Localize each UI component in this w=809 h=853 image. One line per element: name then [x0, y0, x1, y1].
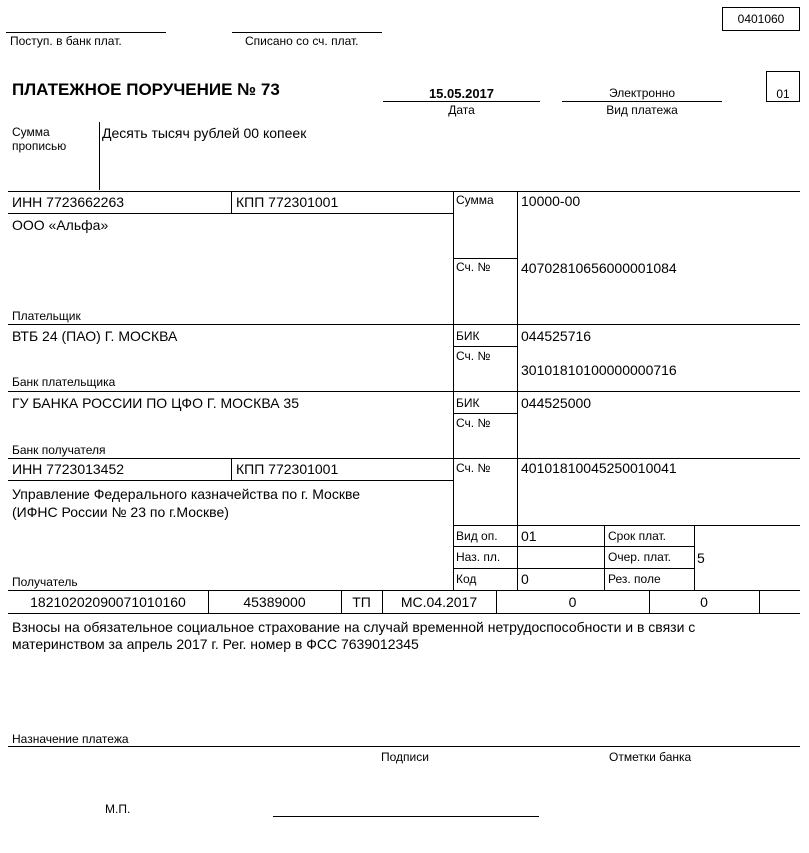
- payee-bank-account-label: Сч. №: [456, 416, 491, 430]
- payment-basis: ТП: [352, 594, 371, 610]
- payee-bank-label: Банк получателя: [12, 443, 106, 457]
- payer-bank-account-label: Сч. №: [456, 349, 491, 363]
- status-code: 01: [776, 87, 790, 101]
- payee-account: 40101810045250010041: [521, 460, 677, 476]
- payer-bottom-line: [8, 324, 800, 325]
- payer-label: Плательщик: [12, 309, 81, 323]
- term-label: Срок плат.: [608, 529, 667, 543]
- payee-bank-name: ГУ БАНКА РОССИИ ПО ЦФО Г. МОСКВА 35: [12, 395, 299, 411]
- payee-bank-bottom-line: [8, 458, 800, 459]
- payer-amount-label: Сумма: [456, 193, 494, 207]
- payee-name-line1: Управление Федерального казначейства по г. Москве: [12, 486, 361, 502]
- payee-bottom-line: [8, 590, 800, 591]
- order-value: 5: [697, 550, 705, 566]
- payee-account-bottom-line: [453, 525, 800, 526]
- amount-words-label-line1: Сумма: [12, 125, 50, 139]
- op-row-line-2: [453, 568, 694, 569]
- payer-amount-line: [453, 258, 517, 259]
- tax-row-bottom-line: [8, 613, 800, 614]
- payer-name: ООО «Альфа»: [12, 217, 109, 233]
- tax-period: МС.04.2017: [400, 594, 478, 610]
- op-row-line-1: [453, 546, 694, 547]
- tax-divider-6: [759, 590, 760, 613]
- payer-bank-bik: 044525716: [521, 328, 592, 344]
- purpose-text: [12, 619, 797, 653]
- payee-label: Получатель: [12, 575, 78, 589]
- payer-amount: 10000-00: [521, 193, 581, 209]
- amount-words-label: [12, 125, 66, 153]
- payer-bank-label: Банк плательщика: [12, 375, 116, 389]
- payer-bank-account: 30101810100000000716: [521, 362, 677, 378]
- document-date: 15.05.2017: [428, 86, 495, 101]
- bank-marks-label: Отметки банка: [609, 750, 692, 764]
- purpose-bottom-line: [8, 746, 800, 747]
- purpose-code-label: Наз. пл.: [456, 550, 501, 564]
- reserve-label: Рез. поле: [608, 572, 661, 586]
- purpose-text-line1: Взносы на обязательное социальное страхование на случай временной нетрудоспособности и в связи с: [12, 619, 696, 635]
- document-title: ПЛАТЕЖНОЕ ПОРУЧЕНИЕ № 73: [12, 80, 280, 99]
- debited-label: Списано со сч. плат.: [245, 34, 359, 48]
- payer-bank-name: ВТБ 24 (ПАО) Г. МОСКВА: [12, 328, 178, 344]
- op-column-line-2: [694, 525, 695, 590]
- kbk-code: 18210202090071010160: [30, 594, 186, 610]
- oktmo-code: 45389000: [243, 594, 306, 610]
- op-column-line-1: [604, 525, 605, 590]
- received-line: [6, 32, 166, 33]
- purpose-label: Назначение платежа: [12, 732, 129, 746]
- debited-line: [232, 32, 382, 33]
- payee-name: [12, 485, 360, 521]
- purpose-text-line2: материнством за апрель 2017 г. Рег. номер в ФСС 7639012345: [12, 636, 419, 652]
- middle-column-line: [453, 191, 454, 590]
- payer-bank-bik-line: [453, 346, 517, 347]
- payee-bank-bik-label: БИК: [456, 396, 480, 410]
- code-value: 0: [521, 571, 529, 587]
- payment-type: Электронно: [608, 86, 676, 100]
- signature-line: [273, 816, 539, 817]
- payer-inn-kpp-divider: [231, 191, 232, 213]
- payee-inn-kpp-divider: [231, 458, 232, 480]
- payer-account: 40702810656000001084: [521, 260, 677, 276]
- signatures-label: Подписи: [381, 750, 429, 764]
- payee-account-label: Сч. №: [456, 461, 491, 475]
- payer-kpp: КПП 772301001: [236, 194, 339, 210]
- payer-account-label: Сч. №: [456, 260, 491, 274]
- amount-words-label-line2: прописью: [12, 139, 67, 153]
- payee-name-line2: (ИФНС России № 23 по г.Москве): [12, 504, 229, 520]
- table-top-line: [8, 191, 800, 192]
- payee-kpp: КПП 772301001: [236, 461, 339, 477]
- payer-bank-bik-label: БИК: [456, 329, 480, 343]
- code-label: Код: [456, 572, 477, 586]
- payment-type-label: Вид платежа: [606, 103, 678, 117]
- date-label: Дата: [448, 103, 475, 117]
- amount-words-divider: [99, 122, 100, 190]
- document-number: 0: [568, 594, 577, 610]
- op-type-label: Вид оп.: [456, 529, 498, 543]
- payee-bank-bik-line: [453, 413, 517, 414]
- payee-bank-bik: 044525000: [521, 395, 592, 411]
- op-type: 01: [521, 528, 537, 544]
- payer-inn: ИНН 7723662263: [12, 194, 125, 210]
- payee-inn-line: [8, 480, 453, 481]
- form-code-box: [722, 7, 800, 31]
- label-column-line: [517, 191, 518, 590]
- order-label: Очер. плат.: [608, 550, 672, 564]
- form-code: 0401060: [737, 12, 785, 26]
- payer-bank-bottom-line: [8, 391, 800, 392]
- date-line: [383, 101, 540, 102]
- document-date-field: 0: [700, 594, 708, 610]
- status-code-box: [766, 71, 800, 102]
- received-label: Поступ. в банк плат.: [10, 34, 122, 48]
- payee-inn: ИНН 7723013452: [12, 461, 125, 477]
- amount-words-value: Десять тысяч рублей 00 копеек: [102, 125, 307, 141]
- payer-inn-line: [8, 213, 453, 214]
- payment-type-line: [562, 101, 722, 102]
- stamp-label: М.П.: [105, 802, 131, 816]
